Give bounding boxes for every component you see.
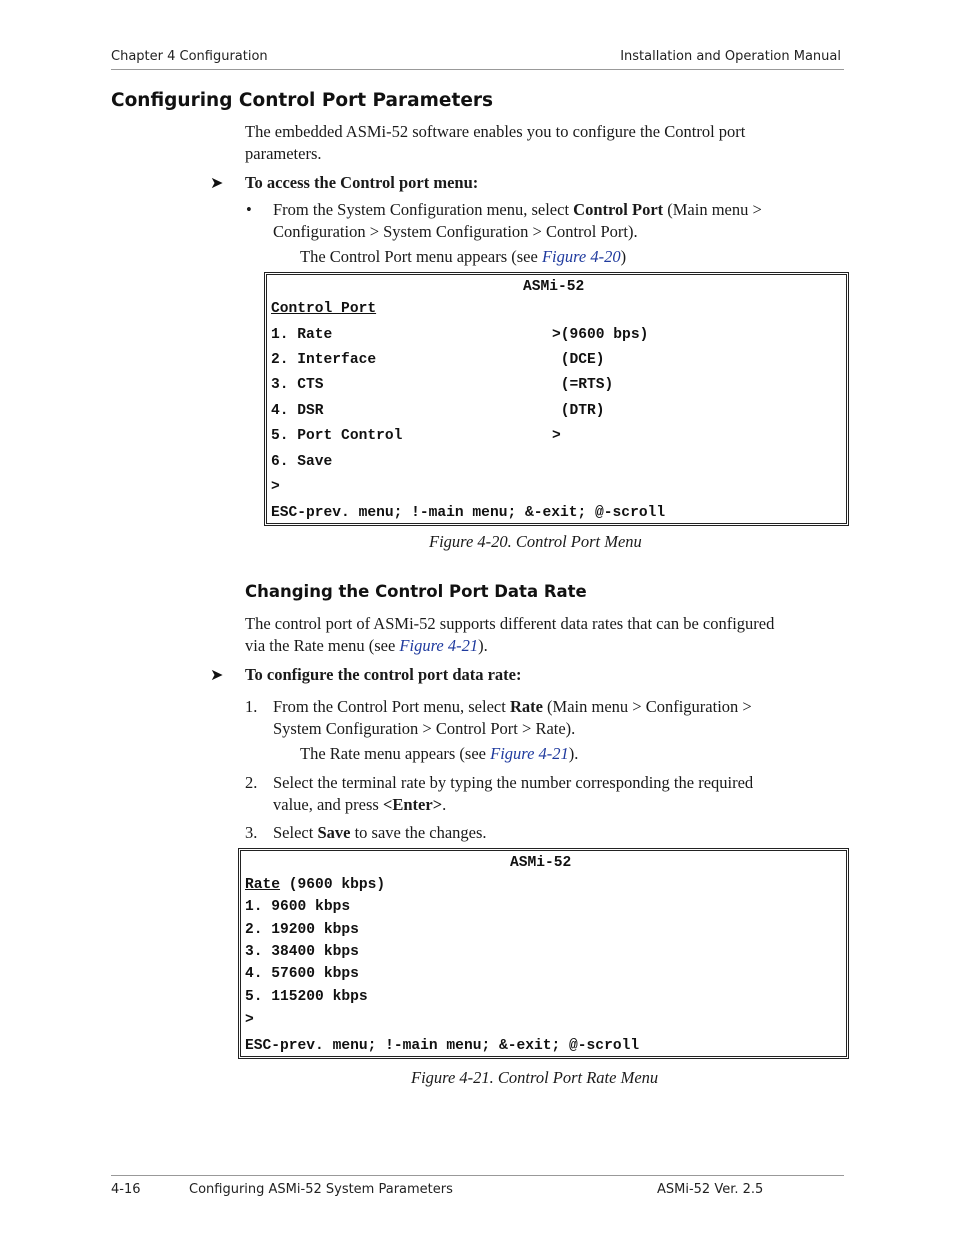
terminal-prompt[interactable]: > <box>271 479 280 495</box>
header-manual-title: Installation and Operation Manual <box>620 49 841 64</box>
terminal-title: ASMi-52 <box>523 279 585 295</box>
menu-item-save[interactable]: 6. Save <box>271 454 333 470</box>
menu-item-rate[interactable]: 1. Rate <box>271 327 333 343</box>
menu-item-interface[interactable]: 2. Interface <box>271 352 377 368</box>
terminal-footer: ESC-prev. menu; !-main menu; &-exit; @-scroll <box>271 505 666 521</box>
terminal-menu-header: Rate (9600 kbps) <box>245 877 386 893</box>
bullet-icon: • <box>246 200 252 219</box>
menu-item-dsr-value: (DTR) <box>552 403 605 419</box>
footer-page-number: 4-16 <box>111 1182 141 1197</box>
rate-option-115200[interactable]: 5. 115200 kbps <box>245 989 368 1005</box>
figure-4-20-link[interactable]: Figure 4-20 <box>541 247 621 266</box>
menu-item-port-control[interactable]: 5. Port Control <box>271 428 403 444</box>
figure-4-21-link[interactable]: Figure 4-21 <box>399 635 479 655</box>
step-3-text: Select Save to save the changes. <box>273 823 487 842</box>
header-chapter: Chapter 4 Configuration <box>111 49 268 64</box>
figure-4-21-link[interactable]: Figure 4-21 <box>490 744 569 763</box>
section-title: Configuring Control Port Parameters <box>111 90 493 111</box>
menu-item-cts[interactable]: 3. CTS <box>271 377 324 393</box>
intro-paragraph <box>245 121 745 164</box>
menu-item-cts-value: (=RTS) <box>552 377 614 393</box>
terminal-menu-name: Control Port <box>271 301 377 317</box>
menu-item-rate-value: >(9600 bps) <box>552 327 649 343</box>
control-port-menu-terminal <box>264 272 849 526</box>
procedure-1-step: From the System Configuration menu, select Control Port (Main menu > Configuration > System Configuration > Control Port). <box>273 200 762 241</box>
menu-item-port-control-value: > <box>552 428 561 444</box>
rate-option-19200[interactable]: 2. 19200 kbps <box>245 922 359 938</box>
rate-option-57600[interactable]: 4. 57600 kbps <box>245 966 359 982</box>
step-2-text: Select the terminal rate by typing the number corresponding the required value, and press <Enter>. <box>273 773 754 814</box>
figure-4-21-caption: Figure 4-21. Control Port Rate Menu <box>411 1068 659 1087</box>
menu-item-dsr[interactable]: 4. DSR <box>271 403 324 419</box>
procedure-1-result: The Control Port menu appears (see Figure 4-20) <box>300 247 627 266</box>
step-1-number: 1. <box>245 697 258 716</box>
arrow-right-icon: ➤ <box>210 173 224 192</box>
rate-menu-terminal <box>238 848 849 1059</box>
footer-section: Configuring ASMi-52 System Parameters <box>189 1182 453 1197</box>
subsection-paragraph: The control port of ASMi-52 supports different data rates that can be configured via the Rate menu (see Figure 4-21). <box>245 614 775 655</box>
footer-rule <box>111 1175 844 1176</box>
terminal-title: ASMi-52 <box>510 855 572 871</box>
procedure-1-title: To access the Control port menu: <box>245 173 479 192</box>
step-3-number: 3. <box>245 823 258 842</box>
terminal-prompt[interactable]: > <box>245 1012 254 1028</box>
intro-line-1: The embedded ASMi-52 software enables you to configure the Control port <box>245 122 746 141</box>
footer-version: ASMi-52 Ver. 2.5 <box>657 1182 764 1197</box>
step-2-number: 2. <box>245 773 258 792</box>
arrow-right-icon: ➤ <box>210 665 224 684</box>
menu-item-interface-value: (DCE) <box>552 352 605 368</box>
intro-line-2: parameters. <box>245 143 322 163</box>
rate-option-38400[interactable]: 3. 38400 kbps <box>245 944 359 960</box>
figure-4-20-caption: Figure 4-20. Control Port Menu <box>429 532 642 551</box>
subsection-title: Changing the Control Port Data Rate <box>245 582 587 601</box>
step-1-text: From the Control Port menu, select Rate (Main menu > Configuration > System Configuration > Control Port > Rate). <box>273 697 752 738</box>
terminal-footer: ESC-prev. menu; !-main menu; &-exit; @-scroll <box>245 1038 640 1054</box>
procedure-2-title: To configure the control port data rate: <box>245 665 522 684</box>
header-rule <box>111 69 844 70</box>
rate-option-9600[interactable]: 1. 9600 kbps <box>245 899 351 915</box>
procedure-2-result: The Rate menu appears (see Figure 4-21). <box>300 744 579 763</box>
